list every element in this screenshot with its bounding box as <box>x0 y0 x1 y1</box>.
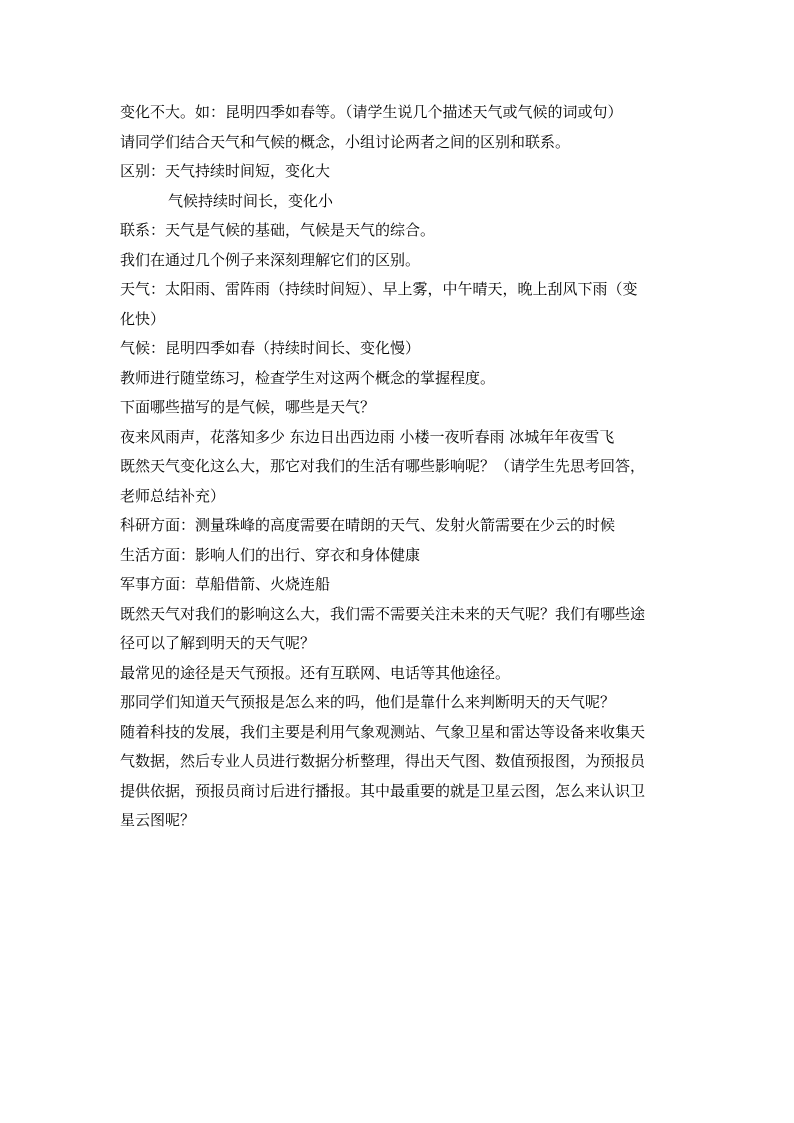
paragraph-line: 天气：太阳雨、雷阵雨（持续时间短）、早上雾，中午晴天，晚上刮风下雨（变 <box>120 280 638 298</box>
paragraph-line: 区别：天气持续时间短，变化大 <box>120 162 331 180</box>
paragraph-line: 科研方面：测量珠峰的高度需要在晴朗的天气、发射火箭需要在少云的时候 <box>120 516 616 534</box>
paragraph-line: 气数据，然后专业人员进行数据分析整理，得出天气图、数值预报图，为预报员 <box>120 752 646 770</box>
paragraph-line: 提供依据，预报员商讨后进行播报。其中最重要的就是卫星云图，怎么来认识卫 <box>120 781 646 800</box>
paragraph-line: 既然天气对我们的影响这么大，我们需不需要关注未来的天气呢？我们有哪些途 <box>120 604 646 623</box>
paragraph-line: 气候：昆明四季如春（持续时间长、变化慢） <box>120 339 421 357</box>
paragraph-line: 既然天气变化这么大，那它对我们的生活有哪些影响呢？（请学生先思考回答， <box>120 457 646 475</box>
paragraph-line: 化快） <box>120 309 166 328</box>
paragraph-line: 变化不大。如：昆明四季如春等。（请学生说几个描述天气或气候的词或句） <box>120 103 623 121</box>
paragraph-line: 请同学们结合天气和气候的概念，小组讨论两者之间的区别和联系。 <box>120 132 571 151</box>
paragraph-line: 径可以了解到明天的天气呢？ <box>120 634 316 652</box>
paragraph-line: 随着科技的发展，我们主要是利用气象观测站、气象卫星和雷达等设备来收集天 <box>120 722 646 741</box>
paragraph-line: 联系：天气是气候的基础，气候是天气的综合。 <box>120 221 436 239</box>
paragraph-line: 生活方面：影响人们的出行、穿衣和身体健康 <box>120 545 421 564</box>
paragraph-line: 最常见的途径是天气预报。还有互联网、电话等其他途径。 <box>120 663 511 682</box>
paragraph-line: 下面哪些描写的是气候，哪些是天气？ <box>120 398 376 416</box>
paragraph-line: 军事方面：草船借箭、火烧连船 <box>120 575 331 593</box>
paragraph-line: 星云图呢？ <box>120 811 196 829</box>
paragraph-line: 我们在通过几个例子来深刻理解它们的区别。 <box>120 250 421 269</box>
paragraph-line: 气候持续时间长，变化小 <box>168 191 334 210</box>
paragraph-line: 教师进行随堂练习，检查学生对这两个概念的掌握程度。 <box>120 368 496 387</box>
paragraph-line: 夜来风雨声，花落知多少 东边日出西边雨 小楼一夜听春雨 冰城年年夜雪飞 <box>120 427 615 446</box>
document-body <box>120 98 680 836</box>
paragraph-line: 那同学们知道天气预报是怎么来的吗，他们是靠什么来判断明天的天气呢？ <box>120 693 616 711</box>
paragraph-line: 老师总结补充） <box>120 486 226 505</box>
